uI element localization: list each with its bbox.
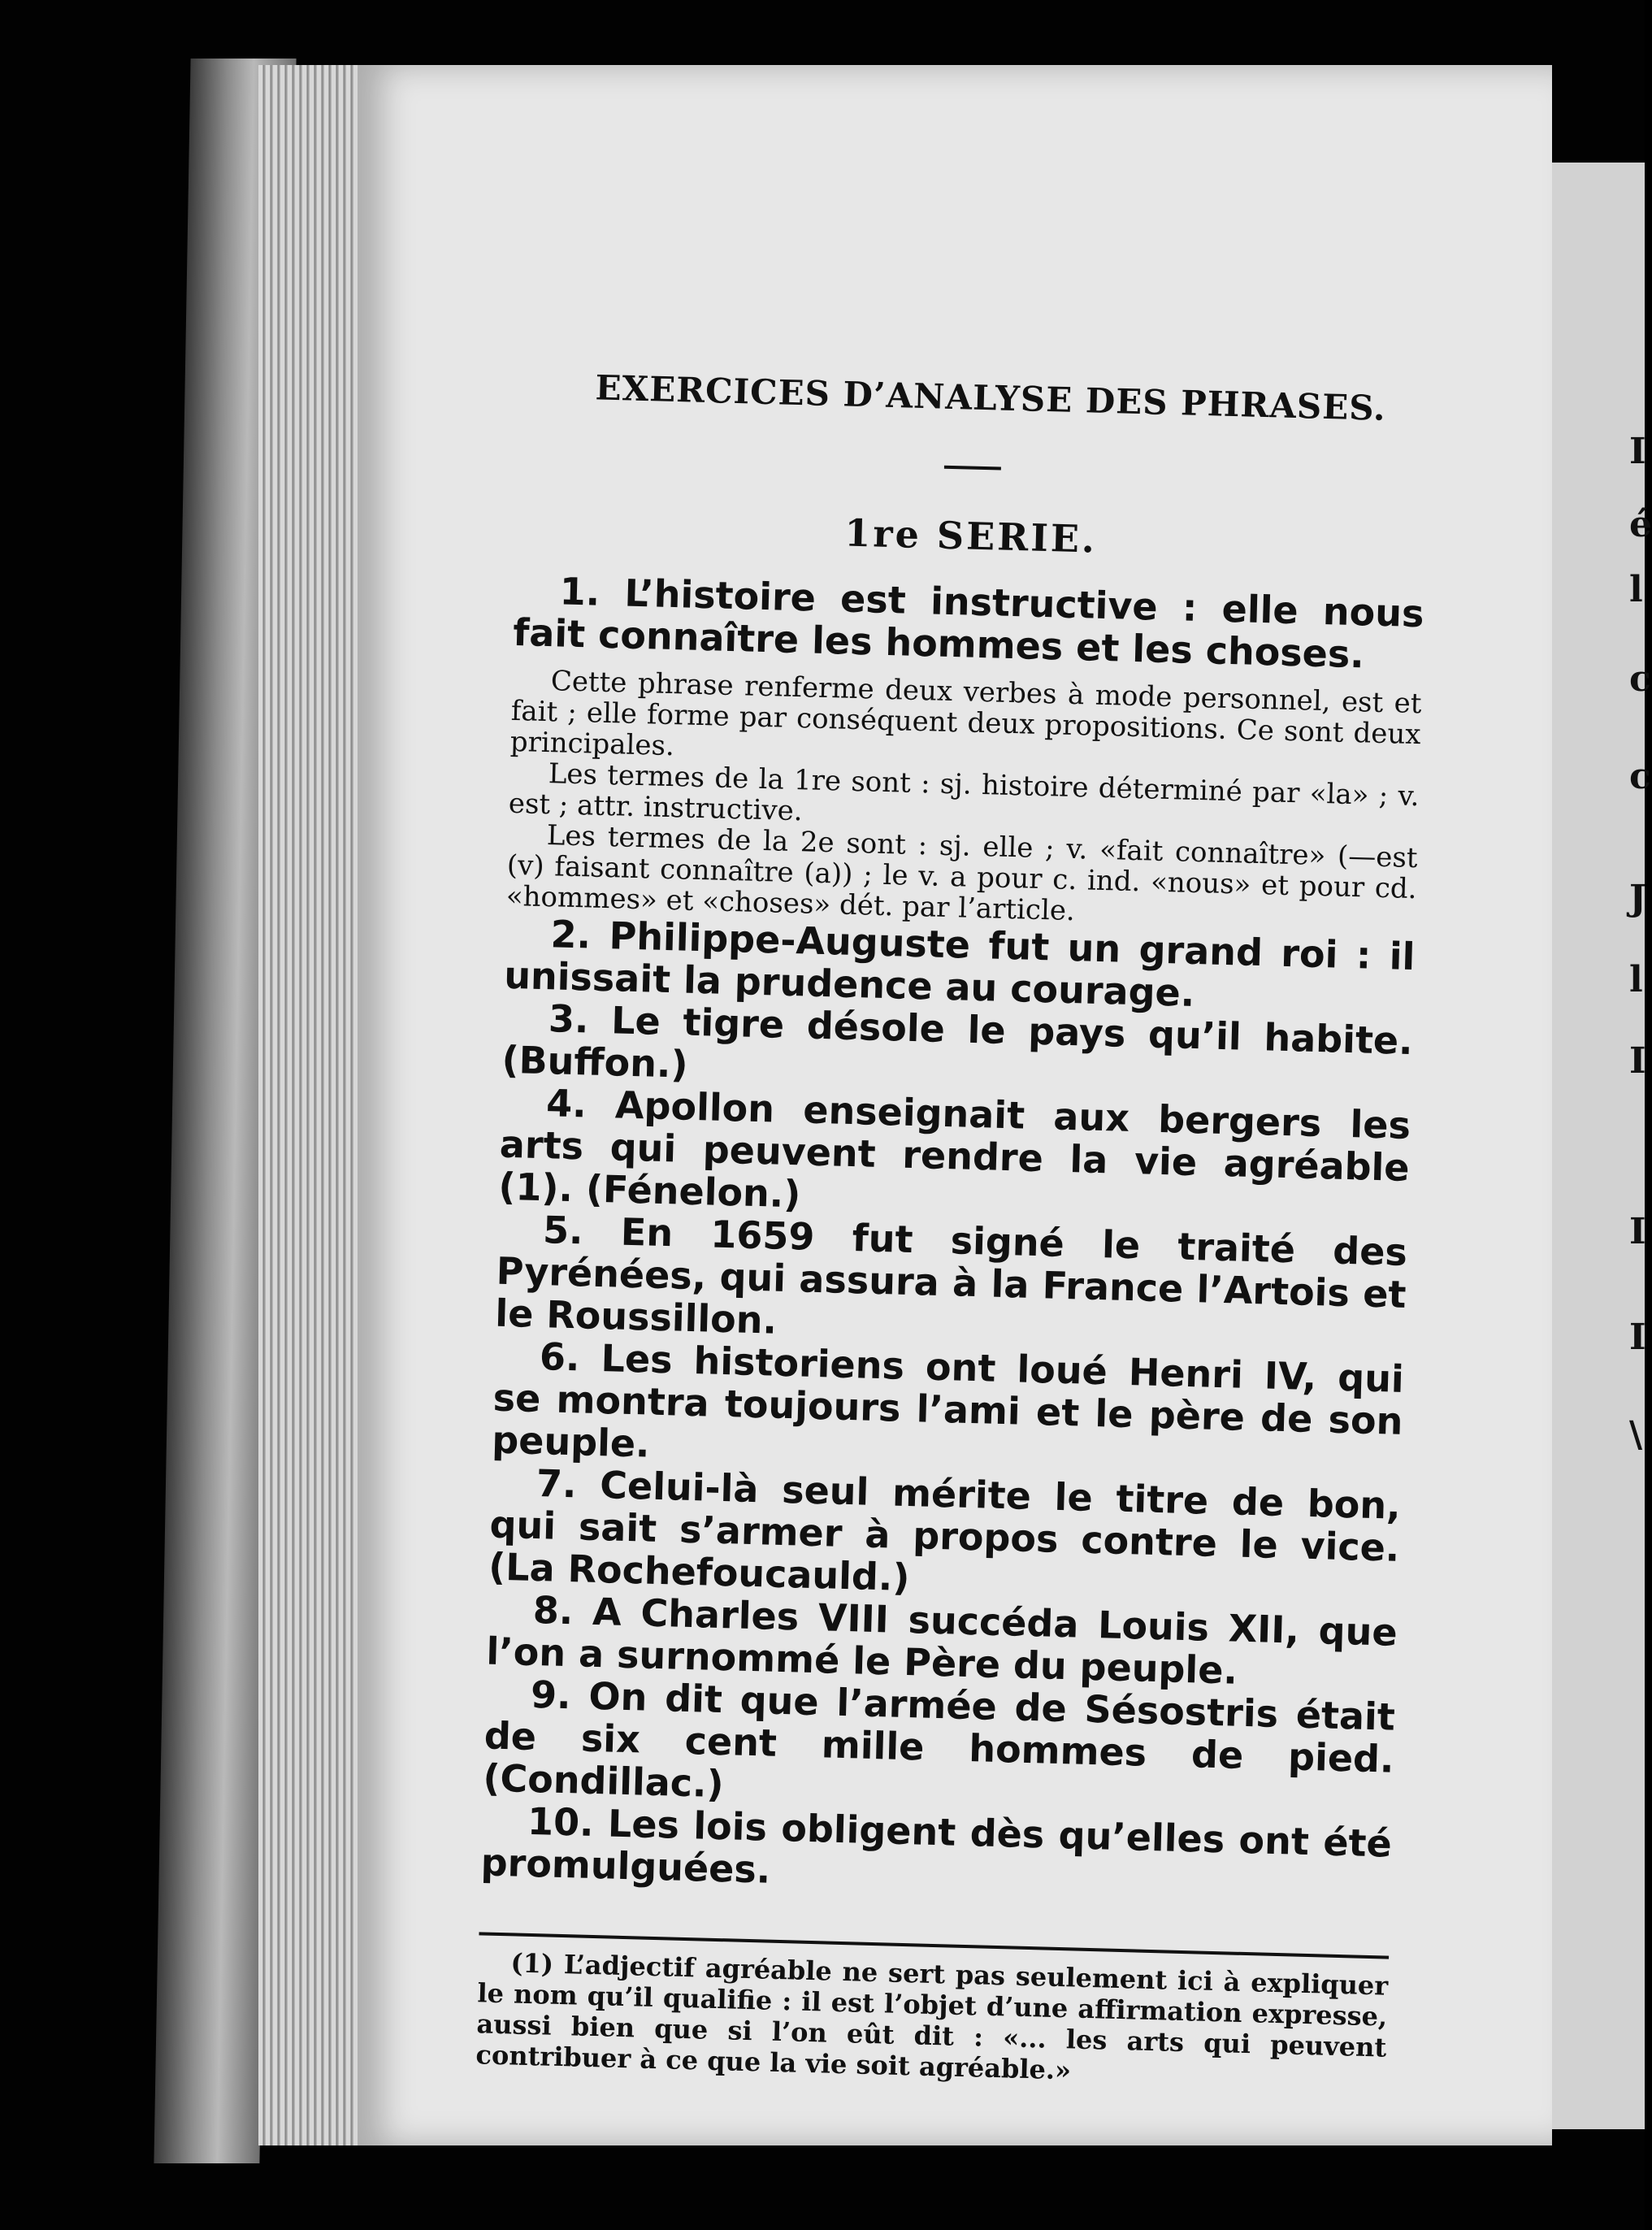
adjacent-letter: c (1629, 658, 1651, 700)
exercise-sentence: 4. Apollon enseignait aux bergers les arts qui peuvent rendre la vie agréable (1). (Fénelon.) (497, 1081, 1411, 1217)
exercise-sentence: 5. En 1659 fut signé le traité des Pyrénées, qui assura à la France l’Artois et le Roussillon. (494, 1208, 1408, 1343)
title-rule (944, 466, 1001, 471)
exercise-sentence: 9. On dit que l’armée de Sésostris était de six cent mille hommes de pied. (Condillac.) (482, 1672, 1396, 1807)
exercise-sentence: 10. Les lois obligent dès qu’elles ont été promulguées. (480, 1798, 1393, 1892)
adjacent-letter: c (1629, 756, 1651, 797)
adjacent-letter: I (1629, 431, 1646, 472)
exercise-sentence: 8. A Charles VIII succéda Louis XII, que l’on a surnommé le Père du peuple. (485, 1587, 1398, 1693)
running-head: EXERCICES D’ANALYSE DES PHRASES. (595, 367, 1387, 428)
adjacent-letter: I (1629, 1040, 1646, 1082)
series-title: 1re SERIE. (843, 510, 1098, 562)
page-text-block (475, 366, 1429, 2120)
analysis-paragraph: Les termes de la 1re sont : sj. histoire déterminé par «la» ; v. est ; attr. instructive. (508, 757, 1420, 828)
exercise-sentence: 3. Le tigre désole le pays qu’il habite. (Buffon.) (501, 996, 1414, 1087)
adjacent-letter: é (1629, 504, 1652, 545)
analysis-paragraph: Cette phrase renferme deux verbes à mode personnel, est et fait ; elle forme par conséquent deux propositions. Ce sont deux principales. (509, 665, 1423, 763)
adjacent-page-edge (1552, 163, 1652, 2129)
exercise-sentence: 7. Celui-là seul mérite le titre de bon, qui sait s’armer à propos contre le vice. (La Rochefoucauld.) (488, 1461, 1402, 1600)
exercise-sentence: 1. L’histoire est instructive : elle nous fait connaître les hommes et les choses. (512, 569, 1425, 677)
adjacent-letter: \ (1629, 1414, 1643, 1456)
footnote: (1) L’adjectif agréable ne sert pas seulement ici à expliquer le nom qu’il qualifie : il est l’objet d’une affirmation expresse, aussi bien que si l’on eût dit : «... les arts qui peuvent contribuer à ce que la vie soit agréable.» (475, 1947, 1389, 2086)
adjacent-letter: l (1629, 959, 1643, 1000)
adjacent-letter: l (1629, 569, 1643, 610)
adjacent-letter: J (1629, 878, 1646, 919)
exercise-sentence: 6. Les historiens ont loué Henri IV, qui se montra toujours l’ami et le père de son peuple. (491, 1334, 1405, 1466)
exercise-sentence: 2. Philippe-Auguste fut un grand roi : il unissait la prudence au courage. (503, 912, 1416, 1015)
analysis-paragraph: Les termes de la 2e sont : sj. elle ; v. «fait connaître» (—est (v) faisant connaître (a)) ; le v. a pour c. ind. «nous» et pour cd. «hommes» et «choses» dét. par l’article. (505, 819, 1419, 928)
book-page (358, 65, 1552, 2145)
adjacent-letter: I (1629, 1317, 1646, 1358)
adjacent-page-letters (1629, 163, 1652, 2129)
adjacent-letter: I (1629, 1211, 1646, 1252)
